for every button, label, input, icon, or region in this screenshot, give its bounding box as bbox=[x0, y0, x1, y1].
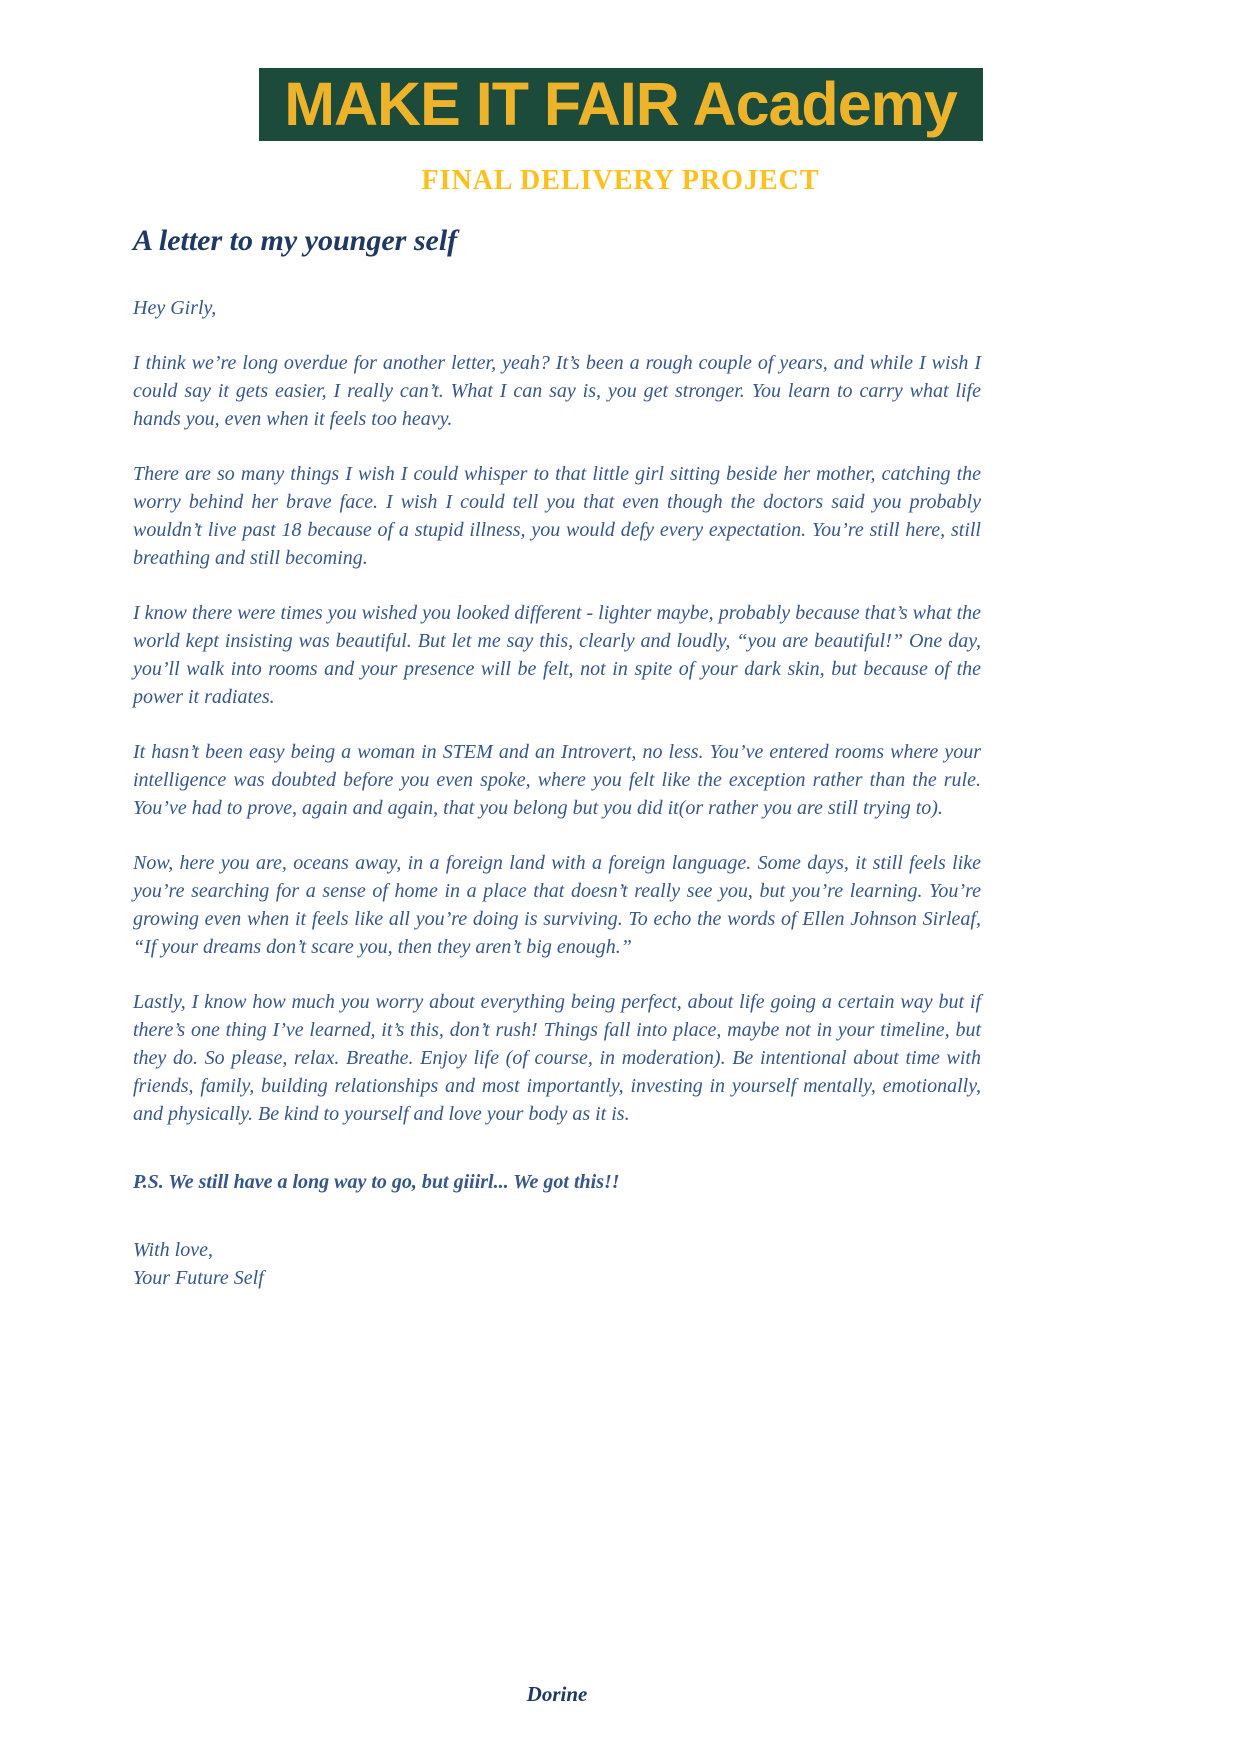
letter-body bbox=[133, 224, 981, 1292]
letter-paragraph: I think we’re long overdue for another letter, yeah? It’s been a rough couple of years, and while I wish I could say it gets easier, I really can’t. What I can say is, you get stronger. You learn to carry what life hands you, even when it feels too heavy. bbox=[133, 352, 981, 430]
project-subtitle: FINAL DELIVERY PROJECT bbox=[421, 165, 820, 196]
letter-paragraph: Lastly, I know how much you worry about everything being perfect, about life going a certain way but if there’s one thing I’ve learned, it’s this, don’t rush! Things fall into place, maybe not in your timeline, but they do. So please, relax. Breathe. Enjoy life (of course, in moderation). Be intentional about time with friends, family, building relationships and most importantly, investing in yourself mentally, emotionally, and physically. Be kind to yourself and love your body as it is. bbox=[133, 991, 981, 1125]
academy-banner bbox=[259, 68, 983, 141]
footer-author: Dorine bbox=[526, 1682, 588, 1706]
letter-paragraph: There are so many things I wish I could whisper to that little girl sitting beside her mother, catching the worry behind her brave face. I wish I could tell you that even though the doctors said you probably wouldn’t live past 18 because of a stupid illness, you would defy every expectation. You’re still here, still breathing and still becoming. bbox=[133, 463, 981, 569]
letter-text bbox=[133, 294, 981, 1128]
letter-paragraph: I know there were times you wished you looked different - lighter maybe, probably because that’s what the world kept insisting was beautiful. But let me say this, clearly and loudly, “you are beautiful!” One day, you’ll walk into rooms and your presence will be felt, not in spite of your dark skin, but because of the power it radiates. bbox=[133, 602, 981, 708]
banner-container bbox=[0, 0, 1241, 141]
letter-closing bbox=[133, 1236, 981, 1292]
closing-signature: Your Future Self bbox=[133, 1267, 264, 1289]
academy-banner-title: MAKE IT FAIR Academy bbox=[284, 70, 957, 138]
letter-title: A letter to my younger self bbox=[133, 224, 458, 257]
letter-paragraph: It hasn’t been easy being a woman in STEM and an Introvert, no less. You’ve entered rooms where your intelligence was doubted before you even spoke, where you felt like the exception rather than the rule. You’ve had to prove, again and again, that you belong but you did it(or rather you are still trying to). bbox=[133, 741, 981, 819]
ps-line: P.S. We still have a long way to go, but giiirl... We got this!! bbox=[133, 1171, 620, 1193]
letter-greeting: Hey Girly, bbox=[133, 297, 217, 319]
closing-with-love: With love, bbox=[133, 1239, 213, 1261]
letter-paragraph: Now, here you are, oceans away, in a foreign land with a foreign language. Some days, it still feels like you’re searching for a sense of home in a place that doesn’t really see you, but you’re learning. You’re growing even when it feels like all you’re doing is surviving. To echo the words of Ellen Johnson Sirleaf, “If your dreams don’t scare you, then they aren’t big enough.” bbox=[133, 852, 981, 958]
